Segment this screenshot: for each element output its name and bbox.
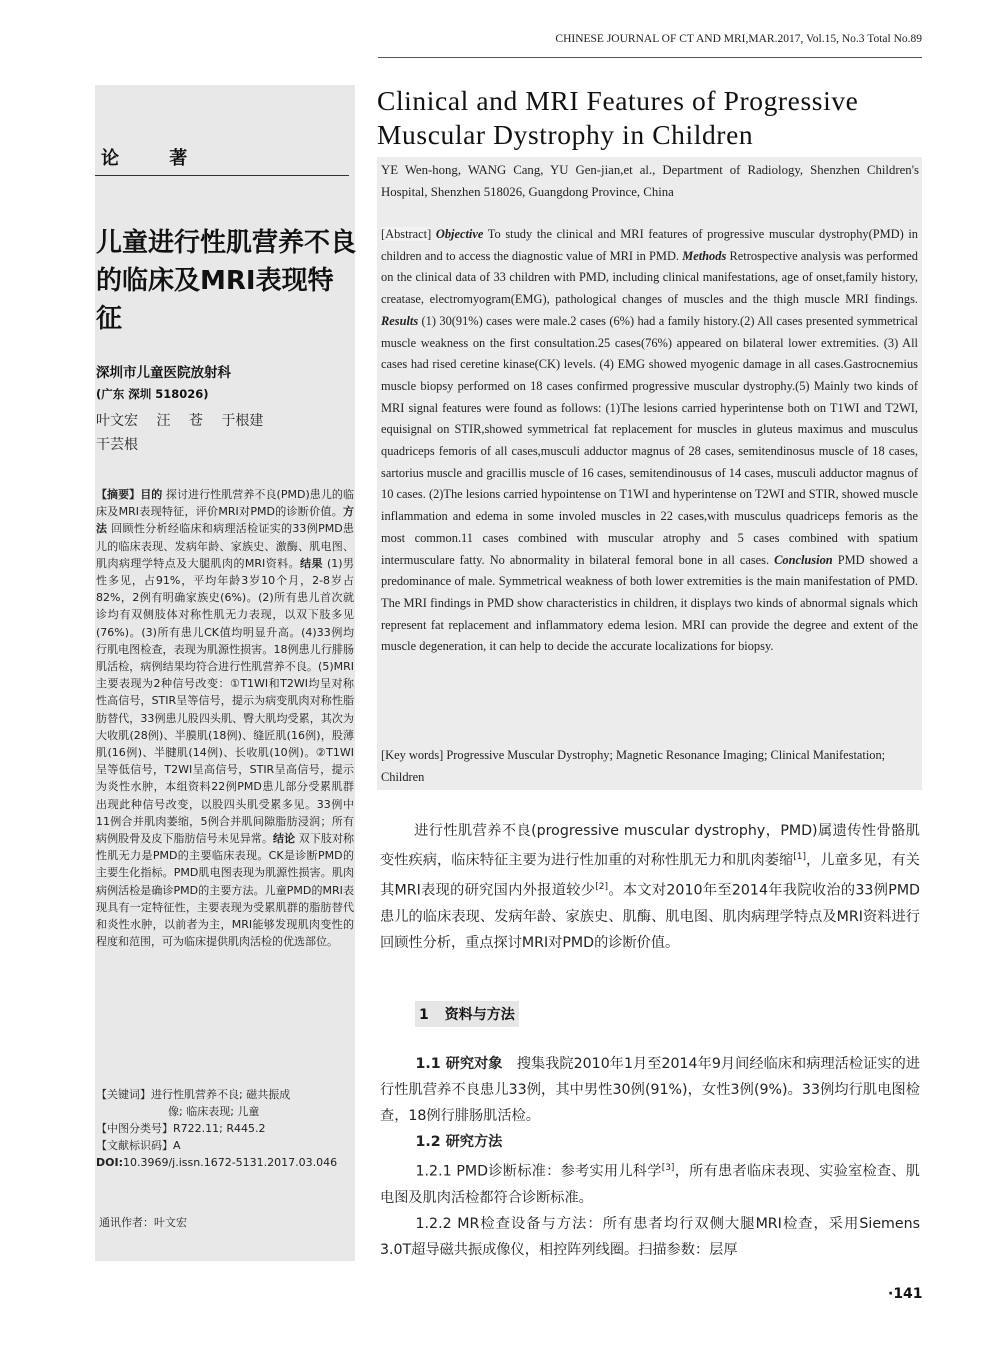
conclusion-text-en: PMD showed a predominance of male. Symmetrical weakness of both lower extremities is the main manifestation of PMD. The MRI findings in PMD show characteristics in children, it displays two kinds of abnormal signals which represent fat replacement and inflammatory edema lesion. MRI can provide the degree and extent of the muscle degeneration, it can help to decide the accurate localizations for biopsy. [381, 552, 918, 654]
keywords-text-en: Progressive Muscular Dystrophy; Magnetic Resonance Imaging; Clinical Manifestation; Children [381, 748, 886, 784]
objective-label: 目的 [140, 488, 163, 501]
methods-text-en: Retrospective analysis was performed on the clinical data of 33 children with PMD, including clinical manifestations, age of onset,family history, creatase, electromyogram(EMG), pathological changes of muscles and the thigh muscle MRI findings. [381, 248, 918, 307]
english-abstract [381, 224, 918, 658]
conclusion-text: 双下肢对称性肌无力是PMD的主要临床表现。CK是诊断PMD的主要生化指标。PMD肌电图表现为肌源性损害。肌肉病例活检是确诊PMD的主要方法。儿童PMD的MRI表现具有一定特征性，主要表现为受累肌群的脂肪替代和炎性水肿，以前者为主，MRI能够发现肌肉变性的程度和范围，可为临床提供肌肉活检的优选部位。 [96, 832, 355, 949]
ref-1: [1] [793, 852, 806, 863]
keywords-line [96, 1086, 354, 1103]
p121-text-a: 1.2.1 PMD诊断标准：参考实用儿科学 [415, 1163, 662, 1180]
conclusion-label-en: Conclusion [774, 552, 833, 567]
institution: 深圳市儿童医院放射科 [96, 365, 231, 381]
keywords-label: 【关键词】 [96, 1088, 151, 1101]
result-text: (1)男性多见，占91%，平均年龄3岁10个月，2-8岁占82%，2例有明确家族史(6%)。(2)所有患儿首次就诊均有双侧肢体对称性肌无力表现，以双下肢多见(76%)。(3)所有患儿CK值均明显升高。(4)33例均行肌电图检查，表现为肌源性损害。18例患儿行腓肠肌活检，病例结果均符合进行性肌营养不良。(5)MRI主要表现为2种信号改变：①T1WI和T2WI均呈对称性高信号，STIR呈等信号，提示为病变肌肉对称性脂肪替代，33例患儿股四头肌、臀大肌均受累，其次为大收肌(28例)、半膜肌(18例)、缝匠肌(16例)，股薄肌(16例)、半腱肌(14例)、长收肌(10例)。②T1WI呈等低信号，T2WI呈高信号，STIR呈高信号，提示为炎性水肿，本组资料22例PMD患儿部分受累肌群出现此种信号改变，以股四头肌受累多见。33例中11例合并肌肉萎缩，5例合并肌间隙脂肪浸润；所有病例股骨及皮下脂肪信号未见异常。 [96, 556, 355, 846]
clc-number: 【中图分类号】R722.11; R445.2 [96, 1122, 266, 1135]
doi-line [96, 1154, 354, 1171]
intro-text-b: ，儿童多见，有关其MRI表现的研究国内外报道较少 [380, 852, 920, 899]
author-list: 叶文宏 汪 苍 于根建 [96, 413, 264, 429]
subsection-1-2-2: 1.2.2 MR检查设备与方法：所有患者均行双侧大腿MRI检查，采用Siemens 3.0T超导磁共振成像仪，相控阵列线圈。扫描参数：层厚 [380, 1215, 920, 1258]
doi-text: 10.3969/j.issn.1672-5131.2017.03.046 [122, 1156, 338, 1169]
keywords-line-2: 像; 临床表现; 儿童 [168, 1105, 260, 1118]
subsection-1-1-text: 搜集我院2010年1月至2014年9月间经临床和病理活检证实的进行性肌营养不良患儿33例，其中男性30例(91%)，女性3例(9%)。33例均行肌电图检查，18例行腓肠肌活检。 [380, 1056, 920, 1124]
section-1-number: 1 [419, 1007, 429, 1023]
subsection-1-2-1 [380, 1155, 920, 1211]
method-label: 方法 [96, 505, 354, 536]
header-rule [378, 57, 922, 58]
intro-text-c: 。本文对2010年至2014年我院收治的33例PMD患儿的临床表现、发病年龄、家族史、肌酶、肌电图、肌肉病理学特点及MRI资料进行回顾性分析，重点探讨MRI对PMD的诊断价值。 [380, 882, 920, 952]
author-list-continued: 干芸根 [96, 437, 138, 453]
subsection-1-1 [380, 1051, 920, 1129]
chinese-title: 儿童进行性肌营养不良的临床及MRI表现特征 [96, 228, 357, 334]
ref-2: [2] [595, 882, 609, 893]
corresponding-author: 通讯作者：叶文宏 [99, 1216, 187, 1229]
p121-text-b: ，所有患者临床表现、实验室检查、肌电图及肌肉活检都符合诊断标准。 [380, 1163, 920, 1206]
page-number: ·141 [888, 1286, 923, 1302]
journal-header: CHINESE JOURNAL OF CT AND MRI,MAR.2017, Vol.15, No.3 Total No.89 [555, 33, 922, 45]
keywords-tag: [Key words] [381, 748, 444, 762]
document-code: 【文献标识码】A [96, 1139, 181, 1152]
abstract-lead: 【摘要】 [96, 488, 141, 501]
objective-text: 探讨进行性肌营养不良(PMD)患儿的临床及MRI表现特征，评价MRI对PMD的诊断价值。 [96, 488, 354, 519]
institution-address: (广东 深圳 518026) [96, 387, 209, 401]
section-1-title: 资料与方法 [444, 1007, 515, 1023]
english-title: Clinical and MRI Features of Progressive Muscular Dystrophy in Children [377, 85, 859, 150]
method-text: 回顾性分析经临床和病理活检证实的33例PMD患儿的临床表现、发病年龄、家族史、激酶、肌电图、肌肉病理学特点及大腿肌肉的MRI资料。 [96, 522, 355, 570]
methods-label-en: Methods [682, 248, 727, 263]
chinese-abstract [96, 486, 354, 950]
intro-text-a: 进行性肌营养不良(progressive muscular dystrophy，PMD)属遗传性骨骼肌变性疾病，临床特征主要为进行性加重的对称性肌无力和肌肉萎缩 [380, 823, 920, 869]
intro-paragraph [380, 818, 920, 956]
section-1-heading [415, 1001, 519, 1027]
chinese-metadata [96, 1086, 354, 1171]
subsection-1-2-label: 1.2 研究方法 [415, 1134, 503, 1150]
abstract-tag: [Abstract] [381, 227, 432, 241]
methods-text-block [380, 1051, 920, 1263]
ref-3: [3] [661, 1163, 675, 1173]
doi-label: DOI: [96, 1156, 123, 1169]
objective-label-en: Objective [435, 227, 484, 241]
result-label: 结果 [300, 556, 324, 570]
subsection-1-1-label: 1.1 研究对象 [415, 1056, 503, 1072]
objective-text-en: To study the clinical and MRI features of progressive muscular dystrophy(PMD) in children and to access the diagnostic value of MRI in PMD. [381, 227, 918, 263]
section-rule [95, 175, 349, 176]
results-label-en: Results [381, 313, 419, 328]
conclusion-label: 结论 [273, 832, 296, 846]
english-keywords [381, 744, 918, 788]
english-authors: YE Wen-hong, WANG Cang, YU Gen-jian,et al., Department of Radiology, Shenzhen Children's Hospital, Shenzhen 518026, Guangdong Province, China [381, 163, 919, 199]
results-text-en: (1) 30(91%) cases were male.2 cases (6%) had a family history.(2) All cases presented symmetrical muscle weakness on the first consultation.25 cases(76%) appeared on bilateral lower extremities. (3) All cases had rised ceretine kinase(CK) levels. (4) EMG showed myogenic damage in all cases.Gastrocnemius muscle biopsy performed on 18 cases confirmed progressive muscular dystrophy.(5) Mainly two kinds of MRI signal features were found as follows: (1)The lesions carried hyperintense both on T1WI and T2WI, equisignal on STIR,showed symmetrical fat replacement for muscles in gluteus maximus and musculus quadriceps femoris of all cases,musculi adductor magnus of 28 cases, semitendinosus muscle of 18 cases, sartorius muscle and gracillis muscle of 16 cases, semitendinousus of 14 cases, musculi adductor magnus of 10 cases. (2)The lesions carried hypointense on T1WI and hyperintense on T2WI and STIR, showed muscle inflammation and edema in some involed muscles in 22 cases,with musculus quadriceps femoris as the most common.11 cases combined with muscular atrophy and 5 cases combined with spatium intermusculare fatty. No abnormality in bilateral femoral bone in all cases. [381, 313, 918, 567]
keywords-text: 进行性肌营养不良; 磁共振成 [151, 1088, 291, 1101]
section-label: 论 著 [101, 148, 210, 169]
